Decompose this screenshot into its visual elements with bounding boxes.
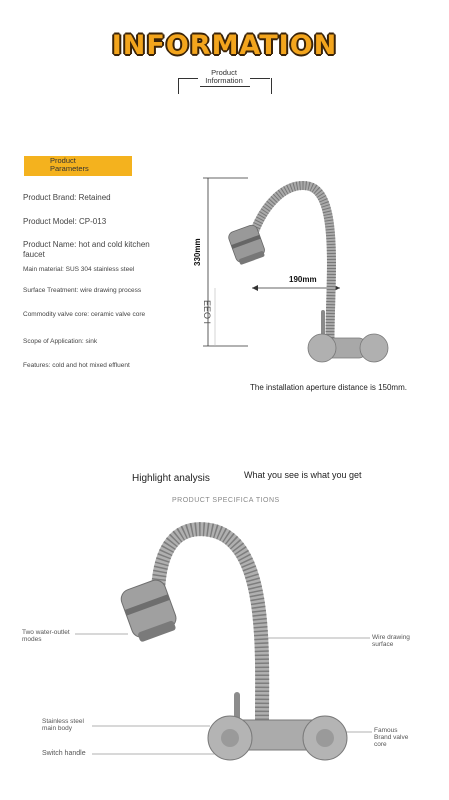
reach-label: 190mm: [289, 275, 317, 284]
callout-wire-line-1: Wire drawing: [372, 634, 410, 641]
callout-brand-line-1: Famous: [374, 727, 398, 734]
callout-wire-drawing: [372, 634, 410, 648]
param-name-line-2: faucet: [23, 250, 45, 259]
highlight-title: Highlight analysis: [132, 473, 210, 484]
hose-texture: [255, 186, 331, 338]
param-brand: Product Brand: Retained: [23, 193, 111, 202]
param-surface: Surface Treatment: wire drawing process: [23, 287, 142, 294]
param-name-line-1: Product Name: hot and cold kitchen: [23, 240, 150, 249]
height-label: 330mm: [193, 238, 202, 266]
left-wall-plate: [308, 334, 336, 362]
highlight-subtitle: What you see is what you get: [244, 470, 362, 480]
param-name: [23, 240, 198, 260]
callout-brand-valve: [374, 727, 408, 748]
subtitle-line-2: Information: [205, 76, 243, 85]
spec-label: PRODUCT SPECIFICA TIONS: [172, 497, 280, 504]
spray-head: [227, 224, 267, 266]
callout-outlet-line-1: Two water-outlet: [22, 629, 70, 636]
parameters-badge-label: [50, 157, 89, 173]
faucet-dimension-diagram: [190, 170, 449, 390]
callout-outlet: [22, 629, 70, 643]
callout-brand-line-2: Brand valve: [374, 734, 409, 741]
callout-body-line-1: Stainless steel: [42, 718, 84, 725]
parameters-badge-line-2: Parameters: [50, 164, 89, 173]
callout-switch-handle: Switch handle: [42, 750, 86, 757]
subtitle-divider: [200, 86, 250, 87]
parameters-badge-line-1: Product: [50, 156, 76, 165]
page-title: INFORMATION: [111, 30, 338, 61]
subtitle-line-1: Product: [211, 68, 237, 77]
param-scope: Scope of Application: sink: [23, 338, 98, 345]
reach-arrow-left: [252, 285, 258, 291]
right-inlet: [316, 729, 334, 747]
callout-main-body: [42, 718, 84, 732]
diagram-caption: The installation aperture distance is 150mm.: [250, 383, 407, 392]
callout-body-line-2: main body: [42, 725, 72, 732]
param-valve: Commodity valve core: ceramic valve core: [23, 311, 146, 318]
param-model: Product Model: CP-013: [23, 217, 107, 226]
callout-brand-line-3: core: [374, 741, 387, 748]
vertical-marker-text: EEO I: [202, 300, 212, 325]
right-wall-plate: [360, 334, 388, 362]
subtitle: [186, 69, 262, 85]
left-inlet: [221, 729, 239, 747]
param-material: Main material: SUS 304 stainless steel: [23, 266, 135, 273]
param-features: Features: cold and hot mixed effluent: [23, 362, 130, 369]
callout-outlet-line-2: modes: [22, 636, 42, 643]
callout-wire-line-2: surface: [372, 641, 394, 648]
